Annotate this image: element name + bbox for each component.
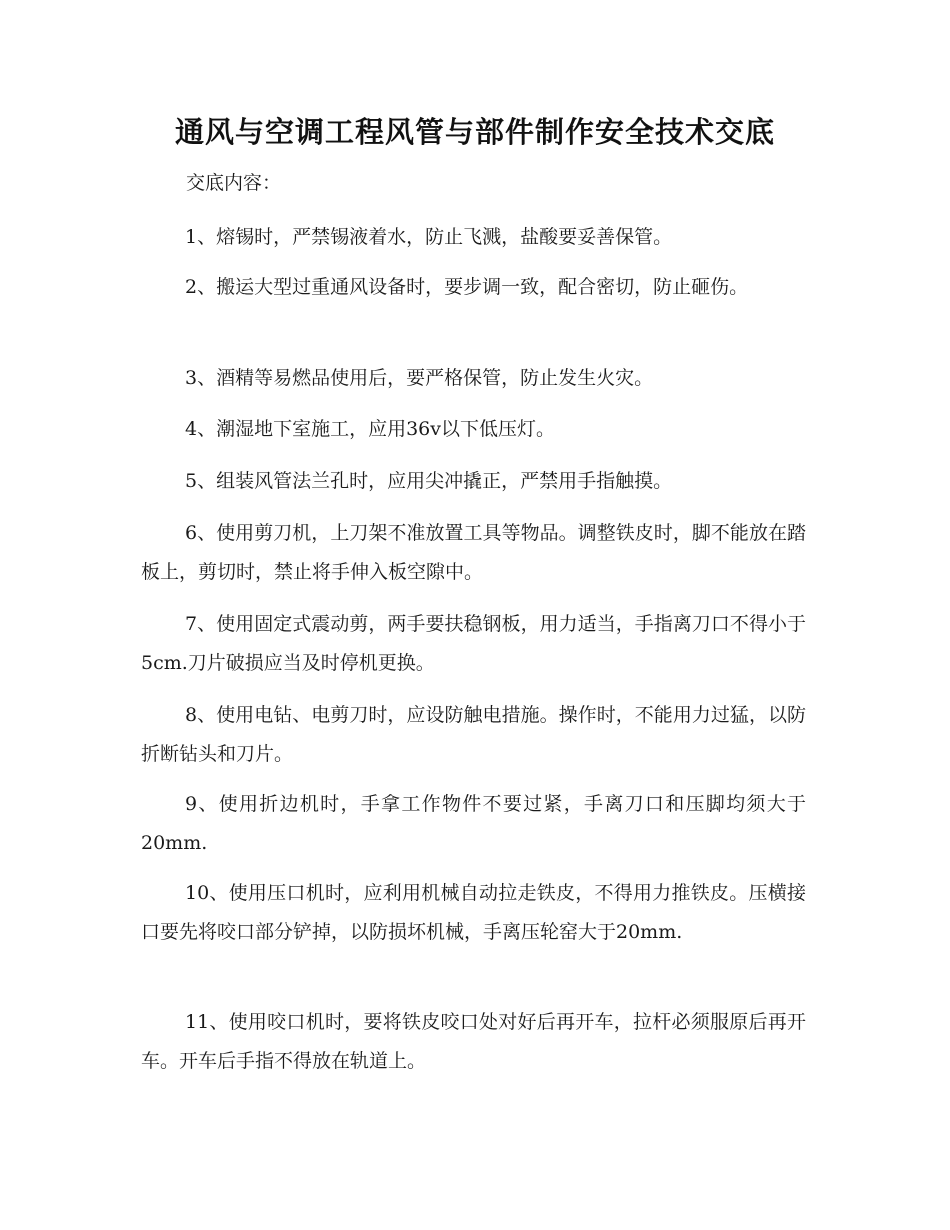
list-item: 1、熔锡时，严禁锡液着水，防止飞溅，盐酸要妥善保管。 [185, 226, 673, 248]
list-item: 3、酒精等易燃品使用后，要严格保管，防止发生火灾。 [185, 367, 654, 389]
list-item: 7、使用固定式震动剪，两手要扶稳钢板，用力适当，手指离刀口不得小于5cm.刀片破损应当及时停机更换。 [141, 613, 806, 674]
list-item: 8、使用电钻、电剪刀时，应设防触电措施。操作时，不能用力过猛，以防折断钻头和刀片。 [141, 704, 806, 765]
list-item: 2、搬运大型过重通风设备时，要步调一致，配合密切，防止砸伤。 [185, 276, 749, 298]
document-title: 通风与空调工程风管与部件制作安全技术交底 [174, 115, 775, 149]
list-item: 11、使用咬口机时，要将铁皮咬口处对好后再开车，拉杆必须服原后再开车。开车后手指不得放在轨道上。 [141, 1011, 806, 1072]
list-item: 10、使用压口机时，应利用机械自动拉走铁皮，不得用力推铁皮。压横接口要先将咬口部分铲掉，以防损坏机械，手离压轮窑大于20mm. [141, 882, 806, 943]
list-item: 9、使用折边机时，手拿工作物件不要过紧，手离刀口和压脚均须大于20mm. [141, 793, 806, 854]
intro-label: 交底内容： [186, 172, 282, 194]
list-item: 5、组装风管法兰孔时，应用尖冲撬正，严禁用手指触摸。 [185, 470, 673, 492]
list-item: 4、潮湿地下室施工，应用36v以下低压灯。 [185, 418, 556, 440]
list-item: 6、使用剪刀机，上刀架不准放置工具等物品。调整铁皮时，脚不能放在踏板上，剪切时，禁止将手伸入板空隙中。 [141, 522, 806, 583]
